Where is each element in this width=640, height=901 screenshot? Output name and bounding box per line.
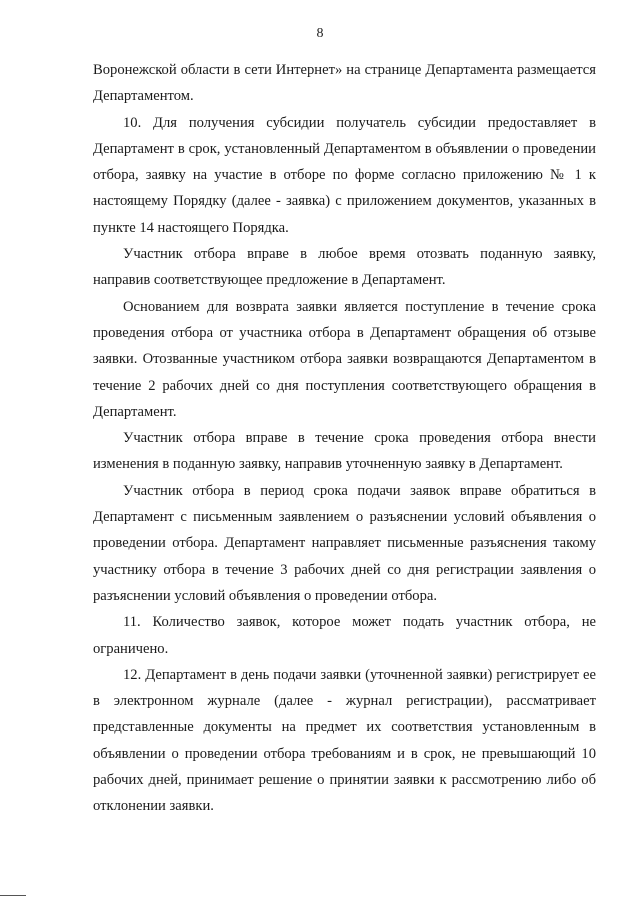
document-body [93,57,596,820]
paragraph-item-12: 12. Департамент в день подачи заявки (уточненной заявки) регистрирует ее в электронном журнале (далее - журнал регистрации), рассматривает представленные документы на предмет их соответствия установленным в объявлении о проведении отбора требованиям и в срок, не превышающий 10 рабочих дней, принимает решение о принятии заявки к рассмотрению либо об отклонении заявки. [93,666,596,815]
paragraph-clarification-request: Участник отбора в период срока подачи заявок вправе обратиться в Департамент с письменным заявлением о разъяснении условий объявления о проведении отбора. Департамент направляет письменные разъяснения такому участнику отбора в течение 3 рабочих дней со дня регистрации заявления о разъяснении условий объявления о проведении отбора. [93,482,596,604]
page-edge-mark [0,895,26,896]
paragraph-withdraw-application: Участник отбора вправе в любое время отозвать поданную заявку, направив соответствующее предложение в Департамент. [93,246,596,289]
paragraph-continuation: Воронежской области в сети Интернет» на странице Департамента размещается Департаментом. [93,62,596,105]
paragraph-item-10: 10. Для получения субсидии получатель субсидии предоставляет в Департамент в срок, установленный Департаментом в объявлении о проведении отбора, заявку на участие в отборе по форме согласно приложению № 1 к настоящему Порядку (далее - заявка) с приложением документов, указанных в пункте 14 настоящего Порядка. [93,114,596,236]
page-number: 8 [316,26,324,41]
paragraph-amend-application: Участник отбора вправе в течение срока проведения отбора внести изменения в поданную заявку, направив уточненную заявку в Департамент. [93,430,596,473]
paragraph-return-grounds: Основанием для возврата заявки является поступление в течение срока проведения отбора от участника отбора в Департамент обращения об отзыве заявки. Отозванные участником отбора заявки возвращаются Департаментом в течение 2 рабочих дней со дня поступления соответствующего обращения в Департамент. [93,298,596,420]
paragraph-item-11: 11. Количество заявок, которое может подать участник отбора, не ограничено. [93,614,596,657]
